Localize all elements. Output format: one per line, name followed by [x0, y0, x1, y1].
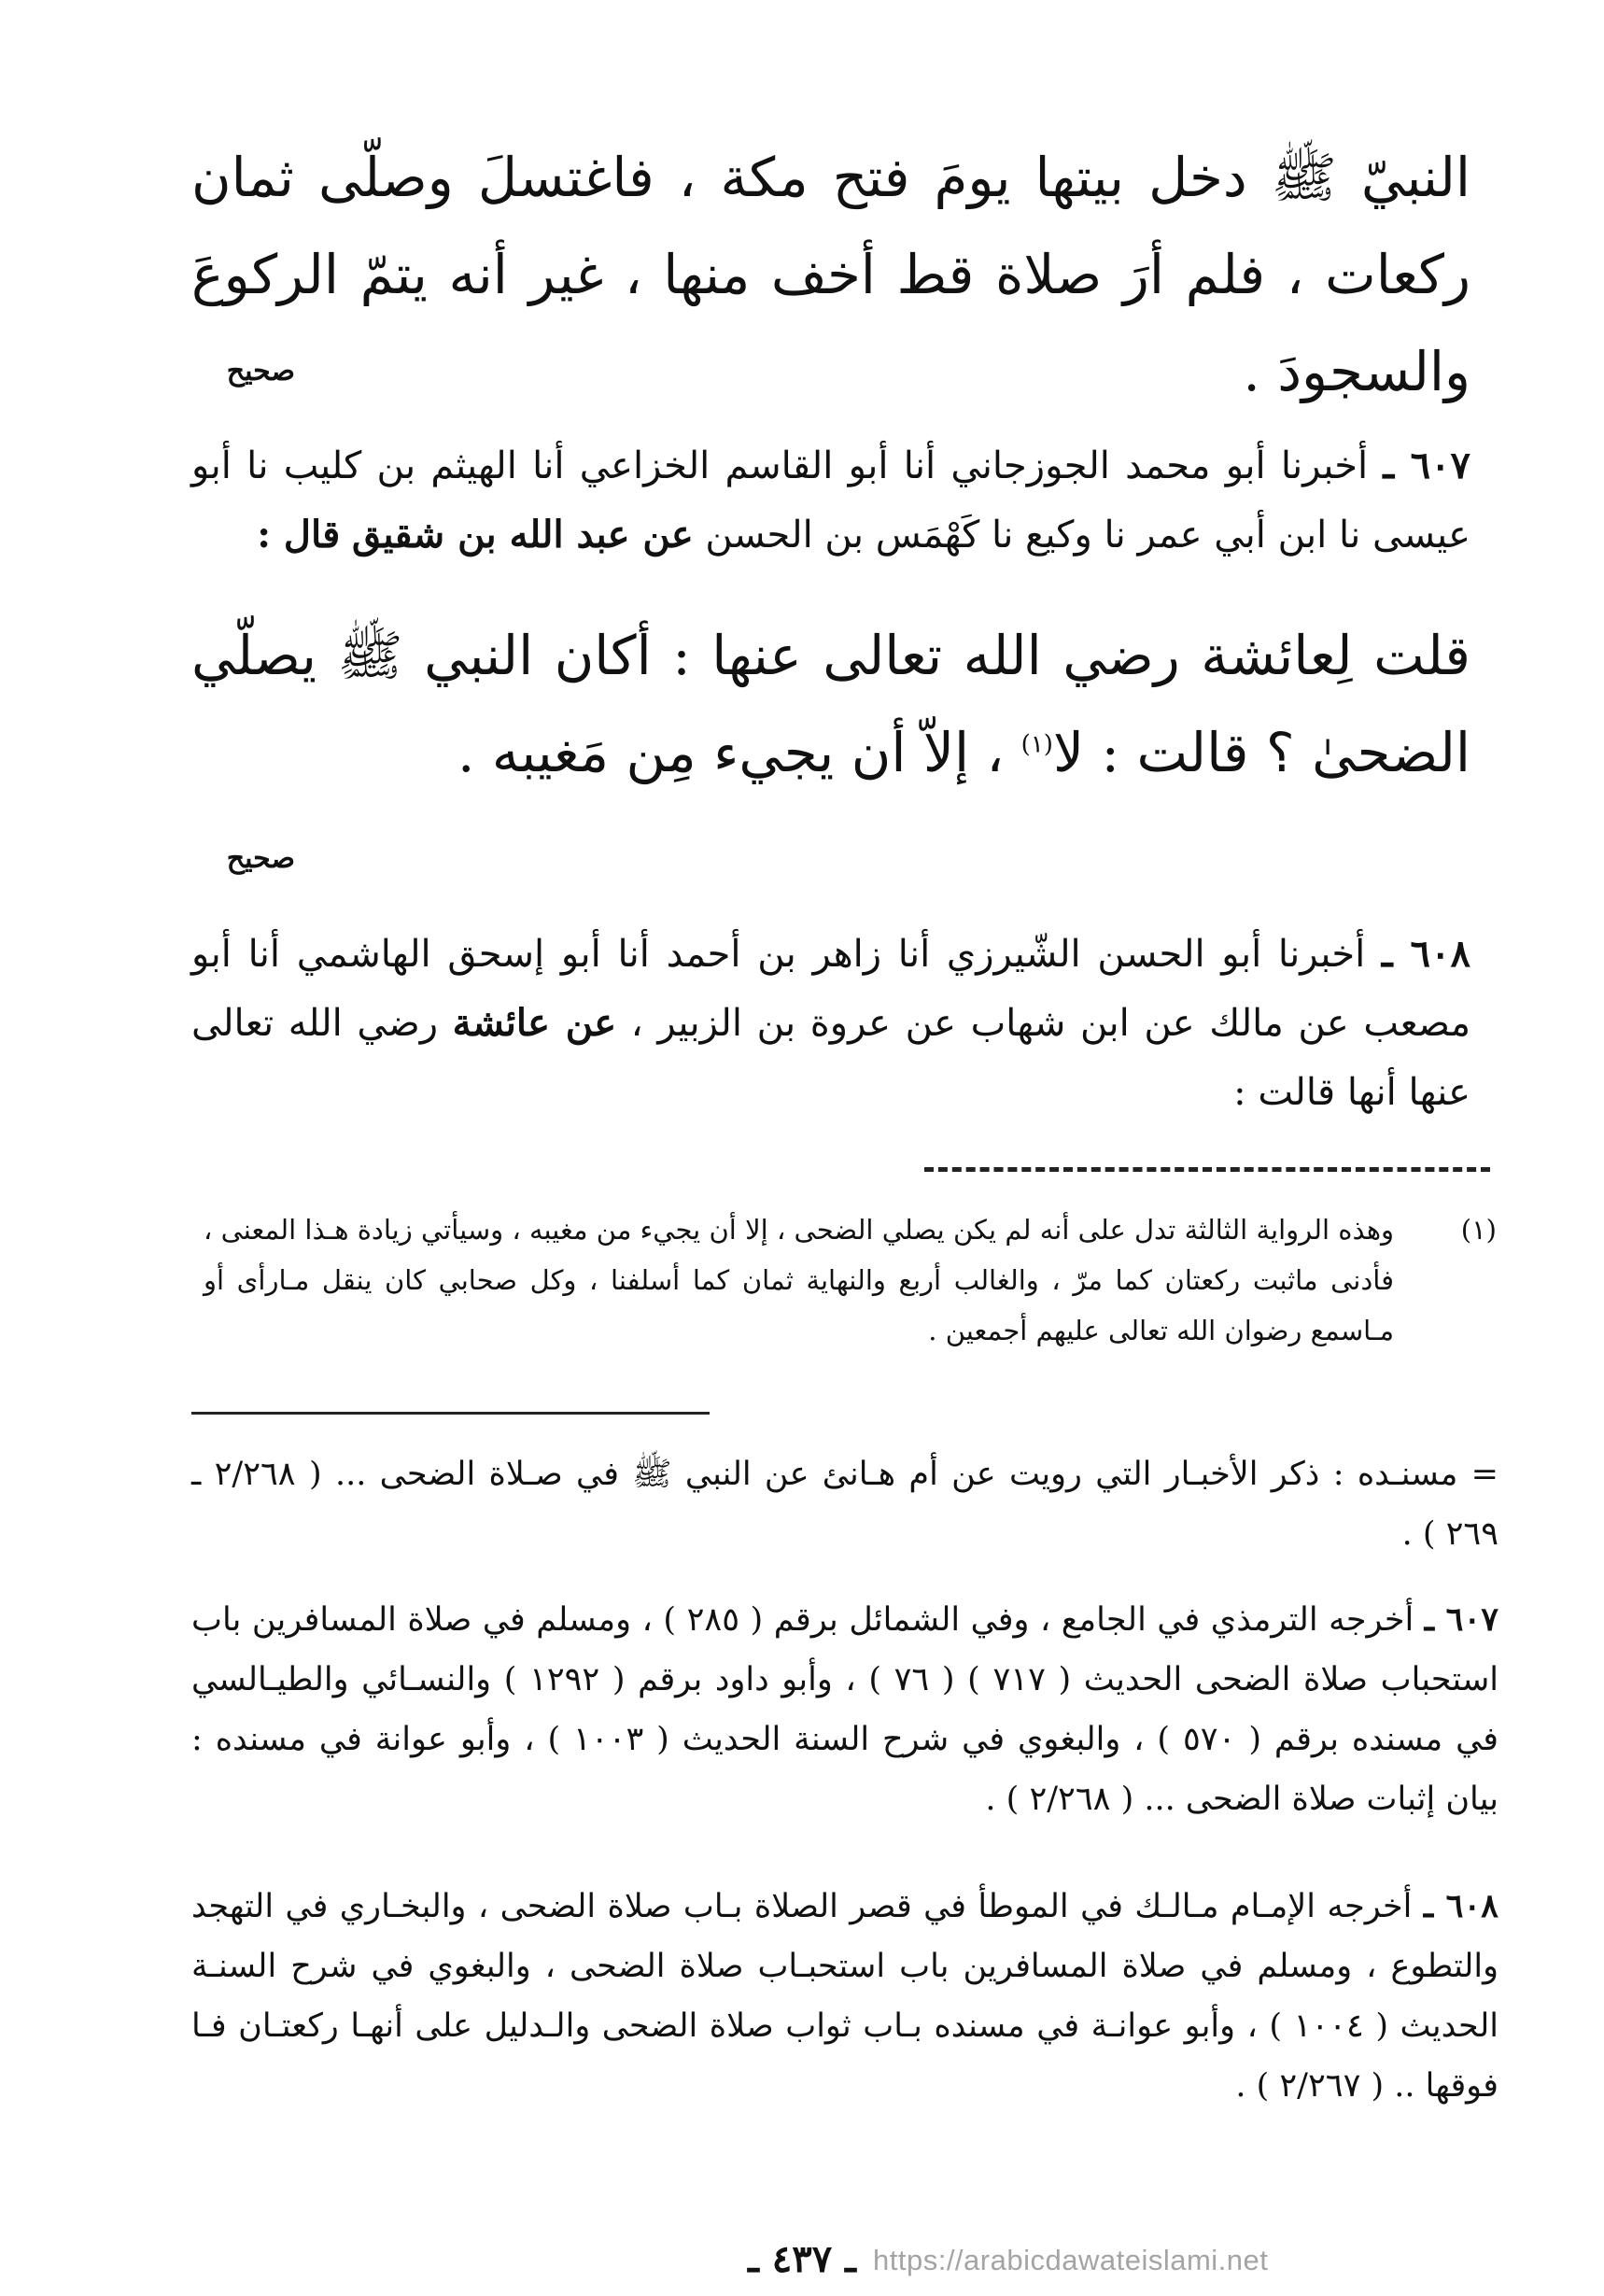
note-continuation — [191, 1444, 1498, 1564]
hadith-607-isnad-c: قال : — [257, 513, 341, 556]
hadith-608-isnad-c: رضي الله تعالى عنها أنها قالت : — [191, 1002, 1470, 1114]
footnote-1-text: وهذه الرواية الثالثة تدل على أنه لم يكن يصلي الضحى ، إلا أن يجيء من مغيبه ، وسيأتي زيادة هـذا المعنى ، فأدنى ماثبت ركعتان كما مرّ ، والغالب أربع والنهاية ثمان كما أسلفنا ، وكل صحابي كان ينقل مـارأى أو مـاسمع رضوان الله تعالى عليهم أجمعين . — [204, 1214, 1394, 1346]
footnote-1-marker: (١) — [1460, 1214, 1497, 1246]
hadith-607-isnad-a: أخبرنا أبو محمد الجوزجاني أنا أبو القاسم الخزاعي أنا الهيثم بن كليب نا أبو عيسى نا ابن أبي عمر نا وكيع نا كَهْمَس بن الحسن — [191, 444, 1470, 556]
hadith-607-matn-a: قلت لِعائشة رضي الله تعالى عنها : أكان النبي ﷺ يصلّي الضحىٰ ؟ قالت : لا — [191, 624, 1470, 784]
hadith-608-isnad — [191, 920, 1470, 1127]
hadith-607-isnad-b: عن عبد الله بن شقيق — [352, 513, 694, 556]
dashed-separator — [924, 1167, 1490, 1177]
grade-label-1: صحيح — [226, 355, 295, 387]
hadith-606-ending — [191, 129, 1470, 420]
note-608-number: ٦٠٨ ـ — [1423, 1887, 1498, 1925]
hadith-607-isnad — [191, 431, 1470, 570]
note-607-text: أخرجه الترمذي في الجامع ، وفي الشمائل برقم ( ٢٨٥ ) ، ومسلم في صلاة المسافرين باب استحباب صلاة الضحى الحديث ( ٧١٧ ) ( ٧٦ ) ، وأبو داود برقم ( ١٢٩٢ ) والنسـائي والطيـالسي في مسنده برقم ( ٥٧٠ ) ، والبغوي في شرح السنة الحديث ( ١٠٠٣ ) ، وأبو عوانة في مسنده : بيان إثبات صلاة الضحى ... ( ٢/٢٦٨ ) . — [191, 1601, 1499, 1818]
note-continuation-text: = مسنـده : ذكر الأخبـار التي رويت عن أم هـانئ عن النبي ﷺ في صـلاة الضحى ... ( ٢/٢٦٨ ـ ٢٦٩ ) . — [191, 1456, 1498, 1553]
hadith-608-number: ٦٠٨ ـ — [1381, 932, 1470, 976]
watermark-url: https://arabicdawateislami.net — [873, 2244, 1269, 2276]
footnote-reference-1[interactable]: (١) — [1020, 730, 1053, 759]
footnote-rule — [191, 1412, 710, 1415]
hadith-607-number: ٦٠٧ ـ — [1383, 444, 1471, 487]
grade-label-2: صحيح — [226, 842, 295, 875]
note-607 — [191, 1590, 1498, 1829]
note-607-number: ٦٠٧ ـ — [1424, 1600, 1498, 1639]
hadith-606-text: النبيّ ﷺ دخل بيتها يومَ فتح مكة ، فاغتسلَ وصلّى ثمان ركعات ، فلم أرَ صلاة قط أخف منها ، غير أنه يتمّ الركوعَ والسجودَ . — [191, 146, 1470, 403]
note-608 — [191, 1877, 1498, 2116]
hadith-607-matn-b: ، إلاّ أن يجيء مِن مَغيبه . — [457, 721, 1005, 784]
note-608-text: أخرجه الإمـام مـالـك في الموطأ في قصر الصلاة بـاب صلاة الضحى ، والبخـاري في التهجد والتطوع ، ومسلم في صلاة المسافرين باب استحبـاب صلاة الضحى ، والبغوي في شرح السنـة الحديث ( ١٠٠٤ ) ، وأبو عوانـة في مسنده بـاب ثواب صلاة الضحى والـدليل على أنهـا ركعتـان فـا فوقها .. ( ٢/٢٦٧ ) . — [191, 1888, 1498, 2105]
footnote-1 — [204, 1204, 1497, 1382]
page-number: ـ ٤٣٧ ـ — [748, 2237, 856, 2281]
hadith-608-isnad-b: عن عائشة — [452, 1001, 617, 1045]
hadith-607-matn — [191, 607, 1470, 801]
hadith-608-isnad-a: أخبرنا أبو الحسن الشّيرزي أنا زاهر بن أحمد أنا أبو إسحق الهاشمي أنا أبو مصعب عن مالك عن ابن شهاب عن عروة بن الزبير ، — [191, 933, 1471, 1045]
